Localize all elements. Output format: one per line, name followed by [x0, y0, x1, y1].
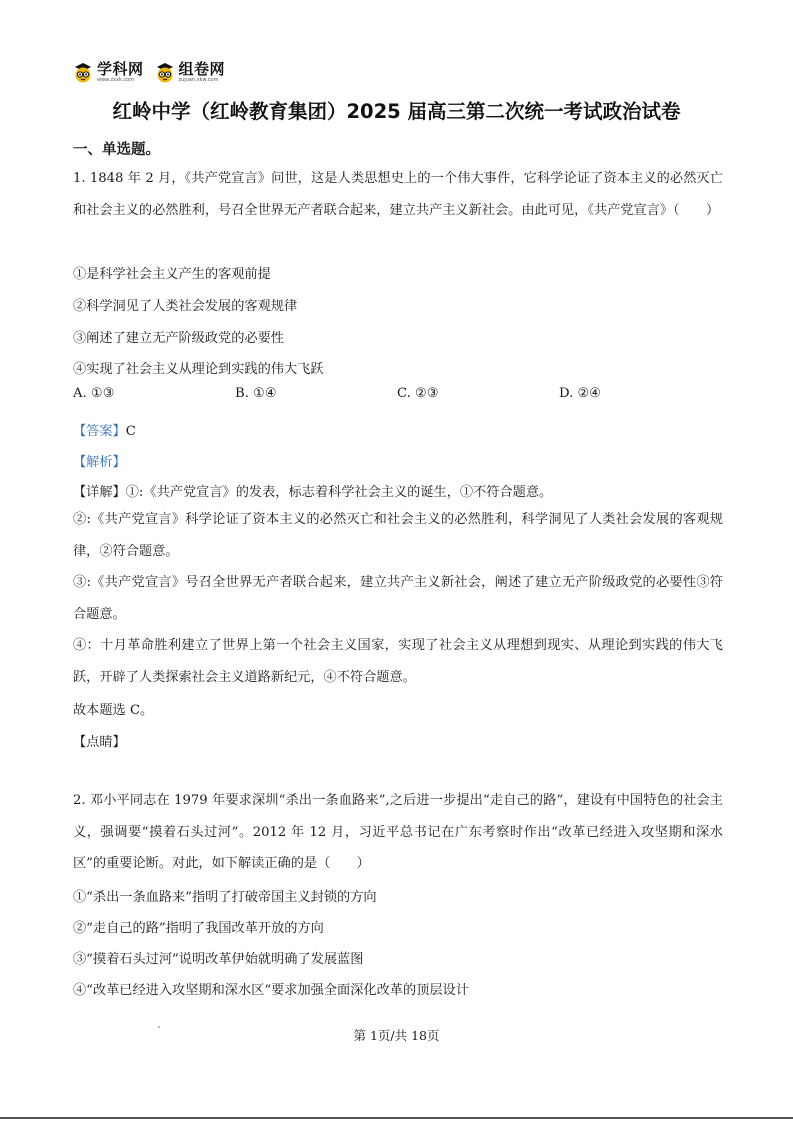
option-c[interactable]: C. ②③: [397, 386, 439, 401]
logo-url: zujuan.xkw.com: [178, 76, 219, 83]
bottom-divider: [0, 1117, 793, 1119]
comment-label: 【点睛】: [73, 735, 126, 750]
detail-text-3: ③:《共产党宣言》号召全世界无产者联合起来，建立共产主义新社会，阐述了建立无产阶级政党的必要性③符合题意。: [73, 575, 723, 622]
logo-url: www.zxxk.com: [97, 76, 135, 83]
conclusion: 故本题选 C。: [73, 703, 154, 718]
owl-logo-icon: [154, 61, 176, 83]
option-d[interactable]: D. ②④: [559, 386, 602, 401]
question-2-stem: 2. 邓小平同志在 1979 年要求深圳“杀出一条血路来”,之后进一步提出“走自己的路”，建设有中国特色的社会主义，强调要“摸着石头过河”。2012 年 12 月，习近平总书记在广东考察时作出“改革已经进入攻坚期和深水区”的重要论断。对此，如下解读正确的是（ ）: [73, 793, 723, 871]
logo-name: 学科网: [97, 59, 144, 78]
detail-text-2: ②:《共产党宣言》科学论证了资本主义的必然灭亡和社会主义的必然胜利，科学洞见了人类社会发展的客观规律，②符合题意。: [73, 512, 723, 559]
page-footer: 第 1页/共 18页: [353, 1028, 440, 1043]
answer-label: 【答案】: [73, 424, 126, 439]
owl-logo-icon: [72, 61, 94, 83]
logo-xuekewang[interactable]: [72, 61, 144, 83]
analysis-label: 【解析】: [73, 455, 126, 470]
logo-name: 组卷网: [178, 59, 226, 78]
header-logos: [72, 58, 225, 86]
detail-text-4: ④：十月革命胜利建立了世界上第一个社会主义国家，实现了社会主义从理想到现实、从理论到实践的伟大飞跃，开辟了人类探索社会主义道路新纪元，④不符合题意。: [73, 638, 723, 685]
option-b[interactable]: B. ①④: [235, 386, 277, 401]
question-1-item-2: ②科学洞见了人类社会发展的客观规律: [73, 299, 298, 314]
logo-zujuanwang[interactable]: [154, 61, 226, 83]
question-1-stem: 1. 1848 年 2 月，《共产党宣言》问世，这是人类思想史上的一个伟大事件，它科学论证了资本主义的必然灭亡和社会主义的必然胜利，号召全世界无产者联合起来，建立共产主义新社会。由此可见，《共产党宣言》（ ）: [73, 171, 723, 218]
detail-text-1: ①:《共产党宣言》的发表，标志着科学社会主义的诞生，①不符合题意。: [125, 485, 553, 500]
question-1-item-3: ③阐述了建立无产阶级政党的必要性: [73, 331, 284, 346]
option-a[interactable]: A. ①③: [73, 386, 115, 401]
section-heading: 一、单选题。: [73, 142, 160, 158]
answer-line: [73, 420, 136, 439]
page-title: 红岭中学（红岭教育集团）2025 届高三第二次统一考试政治试卷: [112, 100, 681, 123]
detail-line-1: [73, 481, 552, 500]
answer-value: C: [125, 424, 136, 439]
question-2-item-1: ①“杀出一条血路来”指明了打破帝国主义封锁的方向: [73, 890, 377, 905]
question-2-item-2: ②“走自己的路”指明了我国改革开放的方向: [73, 921, 324, 936]
detail-label: 【详解】: [73, 485, 126, 500]
question-1-item-4: ④实现了社会主义从理论到实践的伟大飞跃: [73, 362, 324, 377]
question-2-item-4: ④“改革已经进入攻坚期和深水区“要求加强全面深化改革的顶层设计: [73, 983, 469, 998]
question-2-item-3: ③“摸着石头过河”说明改革伊始就明确了发展蓝图: [73, 952, 364, 967]
question-1-item-1: ①是科学社会主义产生的客观前提: [73, 267, 271, 282]
